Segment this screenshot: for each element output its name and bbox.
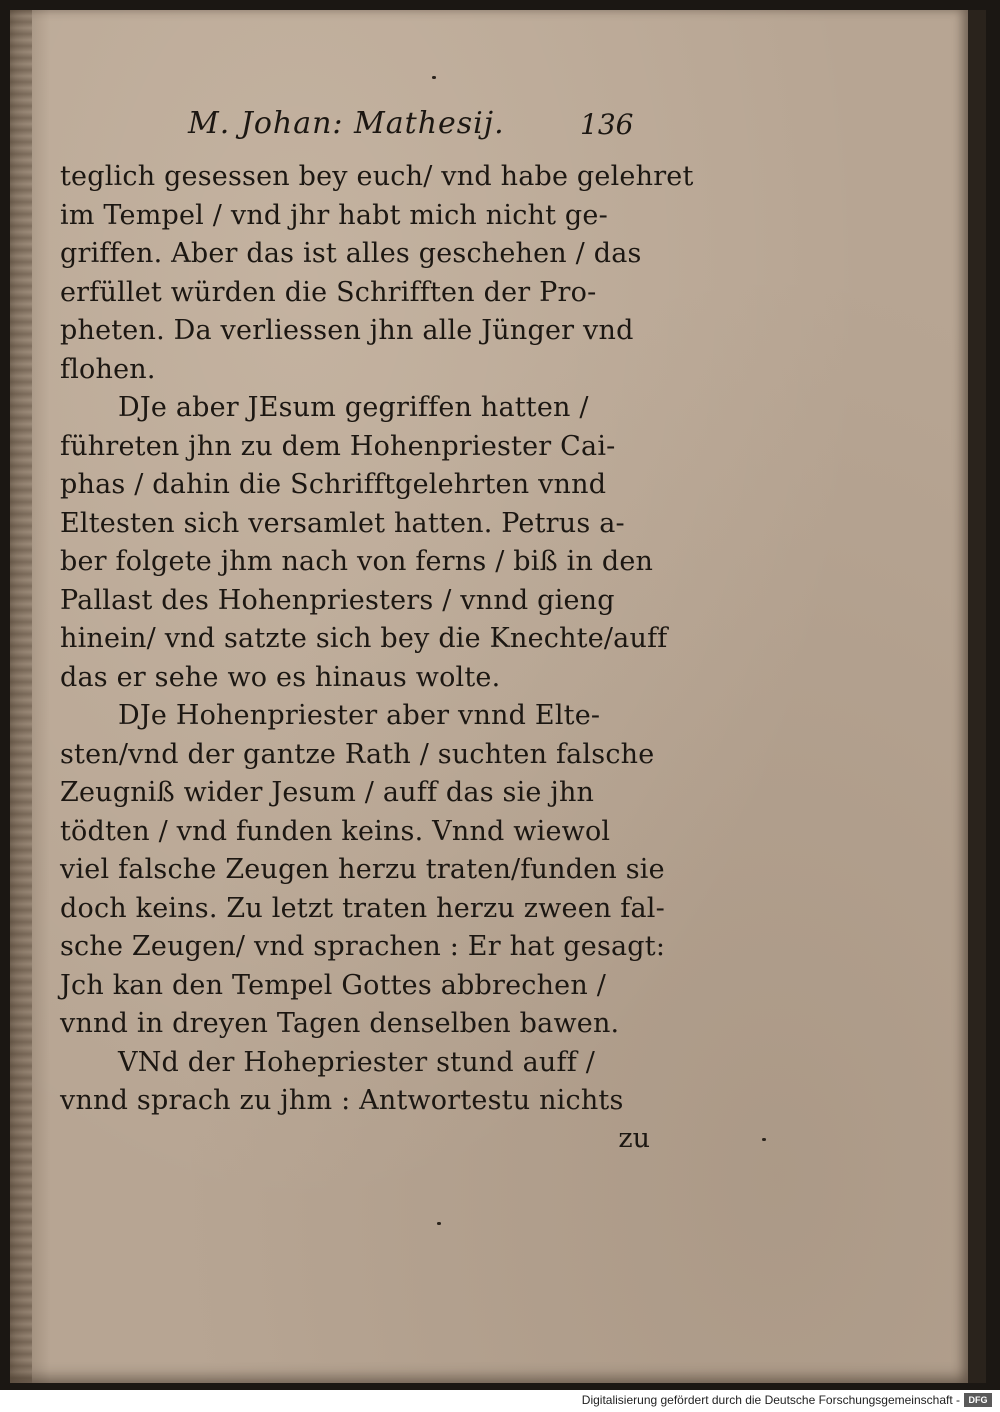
text-line: pheten. Da verliessen jhn alle Jünger vnd — [60, 315, 634, 346]
text-line: tödten / vnd funden keins. Vnnd wiewol — [60, 815, 611, 847]
text-line: Eltesten sich versamlet hatten. Petrus a- — [60, 507, 625, 539]
page-header — [60, 100, 660, 158]
page-edge-shadow — [968, 10, 986, 1383]
ink-speck — [432, 76, 436, 79]
text-line: Zeugniß wider Jesum / auff das sie jhn — [60, 777, 595, 808]
text-line: teglich gesessen bey euch/ vnd habe gelehret — [60, 161, 694, 192]
funding-credit: Digitalisierung gefördert durch die Deutsche Forschungsgemeinschaft - — [581, 1393, 960, 1407]
text-line: DJe Hohenpriester aber vnnd Elte- — [118, 700, 601, 731]
page-text — [60, 100, 694, 1161]
text-line: VNd der Hohepriester stund auff / — [118, 1046, 595, 1078]
text-line: griffen. Aber das ist alles geschehen / das — [60, 238, 642, 269]
text-line: im Tempel / vnd jhr habt mich nicht ge- — [60, 199, 608, 231]
text-line: ber folgete jhm nach von ferns / biß in den — [60, 546, 654, 577]
text-line: erfüllet würden die Schrifften der Pro- — [60, 276, 597, 308]
text-line: das er sehe wo es hinaus wolte. — [60, 661, 501, 693]
text-line: DJe aber JEsum gegriffen hatten / — [118, 392, 589, 423]
paragraph — [60, 389, 668, 697]
text-line: Pallast des Hohenpriesters / vnnd gieng — [60, 584, 615, 616]
text-line: flohen. — [60, 353, 156, 385]
text-line: führeten jhn zu dem Hohenpriester Cai- — [60, 430, 616, 462]
text-line: phas / dahin die Schrifftgelehrten vnnd — [60, 469, 607, 500]
dfg-logo: DFG — [964, 1393, 992, 1407]
catchword: zu — [618, 1122, 650, 1154]
paragraph — [60, 1044, 660, 1121]
binding-edge — [10, 10, 32, 1383]
paragraph — [60, 697, 666, 1044]
text-line: hinein/ vnd satzte sich bey die Knechte/auff — [60, 623, 668, 654]
paragraph — [60, 158, 694, 389]
ink-speck — [762, 1138, 766, 1141]
text-line: sche Zeugen/ vnd sprachen : Er hat gesagt: — [60, 931, 666, 962]
catchword-row — [60, 1121, 660, 1161]
page-number: 136 — [580, 108, 634, 141]
text-line: viel falsche Zeugen herzu traten/funden sie — [60, 854, 665, 885]
text-line: Jch kan den Tempel Gottes abbrechen / — [60, 969, 607, 1001]
ink-speck — [437, 1222, 441, 1225]
footer-bar — [0, 1390, 1000, 1412]
running-head: M. Johan: Mathesij. — [188, 106, 505, 141]
text-line: vnnd sprach zu jhm : Antwortestu nichts — [60, 1085, 624, 1116]
text-line: vnnd in dreyen Tagen denselben bawen. — [60, 1008, 620, 1039]
text-line: sten/vnd der gantze Rath / suchten falsche — [60, 738, 655, 770]
text-line: doch keins. Zu letzt traten herzu zween fal- — [60, 892, 665, 924]
